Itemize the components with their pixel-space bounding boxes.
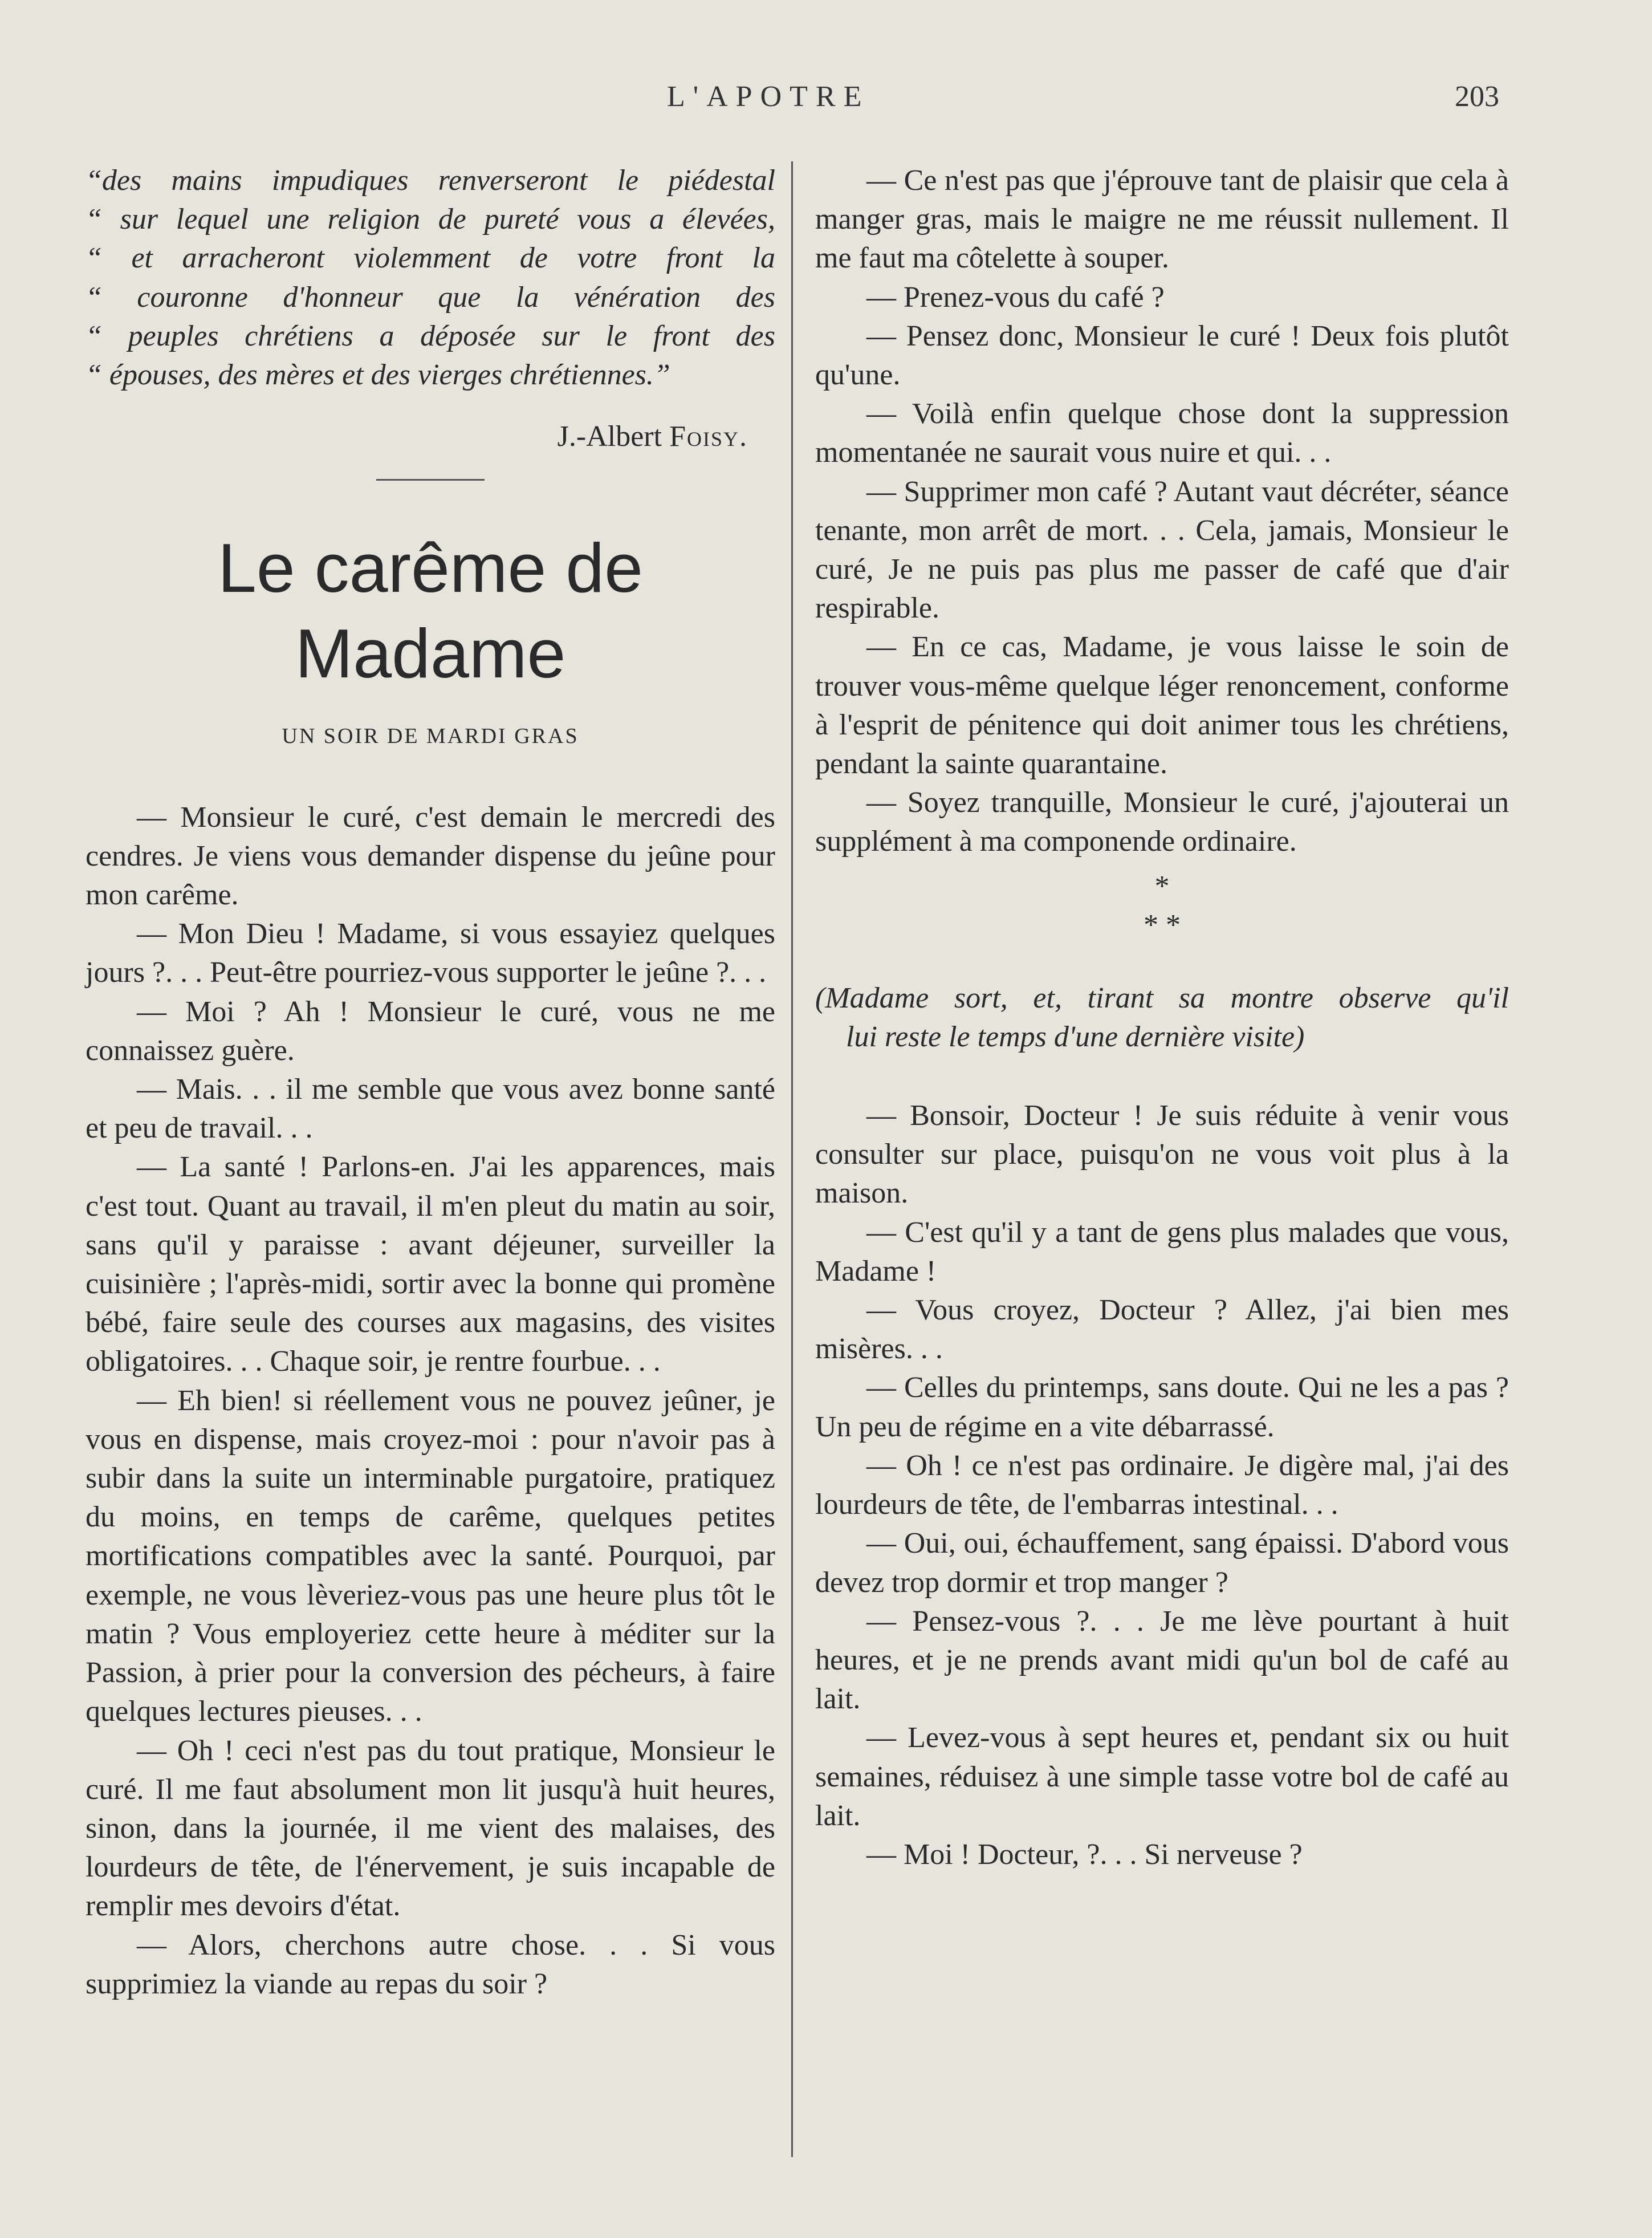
column-divider (791, 161, 793, 2157)
right-column (815, 161, 1509, 1874)
paragraph: — En ce cas, Madame, je vous laisse le soin de trouver vous-même quelque léger renoncement, conforme à l'esprit de pénitence qui doit animer tous les chrétiens, pendant la sainte quarantaine. (815, 631, 1509, 781)
paragraph: — Levez-vous à sept heures et, pendant six ou huit semaines, réduisez à une simple tasse votre bol de café au lait. (815, 1721, 1509, 1832)
paragraph: — Mais. . . il me semble que vous avez bonne santé et peu de travail. . . (86, 1073, 775, 1145)
quote-line: “des mains impudiques renverseront le piédestal (86, 164, 775, 197)
paragraph: — Oh ! ceci n'est pas du tout pratique, Monsieur le curé. Il me faut absolument mon lit jusqu'à huit heures, sinon, dans la journée, il me vient des malaises, des lourdeurs de tête, de l'énervement, je suis incapable de remplir mes devoirs d'état. (86, 1734, 775, 1923)
paragraph: — Pensez-vous ?. . . Je me lève pourtant à huit heures, et je ne prends avant midi qu'un bol de café au lait. (815, 1605, 1509, 1716)
paragraph: — Oh ! ce n'est pas ordinaire. Je digère mal, j'ai des lourdeurs de tête, de l'embarras intestinal. . . (815, 1449, 1509, 1521)
stage-direction (815, 979, 1509, 1057)
quote-line: “ épouses, des mères et des vierges chrétiennes.” (86, 359, 670, 392)
author-signature (86, 417, 748, 456)
paragraph: — Soyez tranquille, Monsieur le curé, j'ajouterai un supplément à ma componende ordinaire. (815, 786, 1509, 858)
article-title: Le carême de Madame (218, 529, 643, 693)
article-subtitle: UN SOIR DE MARDI GRAS (282, 724, 579, 749)
paragraph: — Alors, cherchons autre chose. . . Si vous supprimiez la viande au repas du soir ? (86, 1928, 775, 2000)
paragraph: — Bonsoir, Docteur ! Je suis réduite à venir vous consulter sur place, puisqu'on ne vous voit plus à la maison. (815, 1099, 1509, 1210)
paragraph: — Supprimer mon café ? Autant vaut décréter, séance tenante, mon arrêt de mort. . . Cela, jamais, Monsieur le curé, Je ne puis pas plus me passer de café que d'air respirable. (815, 475, 1509, 625)
quote-line: “ couronne d'honneur que la vénération des (86, 281, 775, 314)
stage-direction-line: lui reste le temps d'une dernière visite) (846, 1020, 1305, 1053)
paragraph: — Voilà enfin quelque chose dont la suppression momentanée ne saurait vous nuire et qui. . . (815, 397, 1509, 469)
author-surname: Foisy. (669, 420, 748, 453)
paragraph: — Ce n'est pas que j'éprouve tant de plaisir que cela à manger gras, mais le maigre ne me réussit nullement. Il me faut ma côtelette à souper. (815, 164, 1509, 275)
paragraph: — Moi ? Ah ! Monsieur le curé, vous ne me connaissez guère. (86, 995, 775, 1067)
paragraph: — Prenez-vous du café ? (866, 281, 1165, 314)
paragraph: — Monsieur le curé, c'est demain le mercredi des cendres. Je viens vous demander dispense du jeûne pour mon carême. (86, 801, 775, 912)
section-rule (376, 479, 485, 481)
paragraph: — Celles du printemps, sans doute. Qui ne les a pas ? Un peu de régime en a vite débarrassé. (815, 1371, 1509, 1443)
running-head: L'APOTRE (667, 80, 870, 113)
paragraph: — Moi ! Docteur, ?. . . Si nerveuse ? (866, 1838, 1303, 1871)
author-name: J.-Albert (557, 420, 670, 453)
paragraph: — Mon Dieu ! Madame, si vous essayiez quelques jours ?. . . Peut-être pourriez-vous supporter le jeûne ?. . . (86, 917, 775, 989)
paragraph: — Oui, oui, échauffement, sang épaissi. D'abord vous devez trop dormir et trop manger ? (815, 1527, 1509, 1599)
paragraph: — Vous croyez, Docteur ? Allez, j'ai bien mes misères. . . (815, 1294, 1509, 1366)
paragraph: — Pensez donc, Monsieur le curé ! Deux fois plutôt qu'une. (815, 319, 1509, 392)
asterism-bottom: * * (1144, 908, 1181, 941)
asterism (815, 867, 1509, 945)
stage-direction-line: (Madame sort, et, tirant sa montre observe qu'il (815, 981, 1509, 1014)
paragraph: — Eh bien! si réellement vous ne pouvez jeûner, je vous en dispense, mais croyez-moi : pour n'avoir pas à subir dans la suite un interminable purgatoire, pratiquez du moins, en temps de carême, quelques petites mortifications compatibles avec la santé. Pourquoi, par exemple, ne vous lèveriez-vous pas une heure plus tôt le matin ? Vous employeriez cette heure à méditer sur la Passion, à prier pour la conversion des pécheurs, à faire quelques lectures pieuses. . . (86, 1384, 775, 1728)
paragraph: — C'est qu'il y a tant de gens plus malades que vous, Madame ! (815, 1216, 1509, 1287)
closing-quote (86, 161, 775, 395)
paragraph: — La santé ! Parlons-en. J'ai les apparences, mais c'est tout. Quant au travail, il m'en pleut du matin au soir, sans qu'il y paraisse : avant déjeuner, surveiller la cuisinière ; l'après-midi, sortir avec la bonne qui promène bébé, faire seule des courses aux magasins, des visites obligatoires. . . Chaque soir, je rentre fourbue. . . (86, 1151, 775, 1378)
quote-line: “ et arracheront violemment de votre front la (86, 242, 775, 275)
asterism-top: * (1154, 870, 1170, 903)
quote-line: “ sur lequel une religion de pureté vous a élevées, (86, 203, 775, 236)
page-number: 203 (1455, 80, 1499, 113)
left-column (86, 161, 775, 2004)
quote-line: “ peuples chrétiens a déposée sur le front des (86, 319, 775, 352)
